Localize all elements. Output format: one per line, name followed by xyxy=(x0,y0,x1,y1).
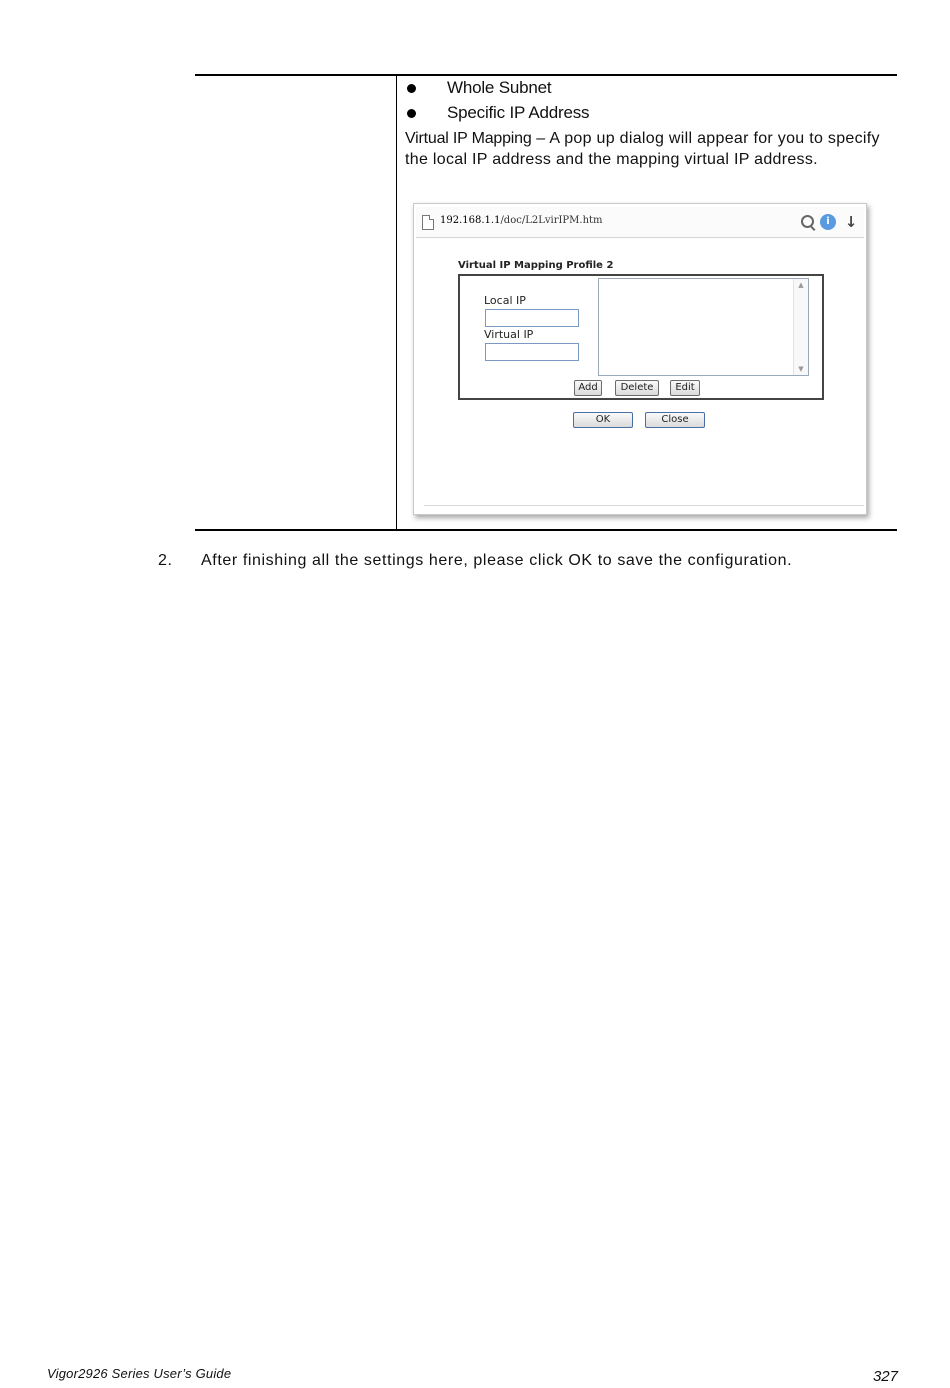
bullet-item-whole-subnet xyxy=(405,76,551,100)
mapping-profile-box xyxy=(458,274,824,400)
bullet-dot-icon xyxy=(407,109,416,118)
local-ip-label: Local IP xyxy=(484,294,526,307)
virtual-ip-input[interactable] xyxy=(485,343,579,361)
step-number: 2. xyxy=(158,552,173,569)
background-page-remnant xyxy=(424,505,864,512)
close-button[interactable]: Close xyxy=(645,412,705,428)
description-text: – A pop up dialog will appear for you to specify the local IP address and the mapping virtual IP address. xyxy=(405,130,880,168)
delete-button[interactable]: Delete xyxy=(615,380,659,396)
info-icon[interactable]: i xyxy=(820,214,836,230)
add-button[interactable]: Add xyxy=(574,380,602,396)
bullet-label: Whole Subnet xyxy=(447,78,552,97)
bullet-item-specific-ip xyxy=(405,101,589,125)
virtual-ip-mapping-description xyxy=(405,128,885,170)
zoom-icon[interactable] xyxy=(801,215,814,228)
edit-button[interactable]: Edit xyxy=(670,380,700,396)
bullet-dot-icon xyxy=(407,84,416,93)
ok-button[interactable]: OK xyxy=(573,412,633,428)
virtual-ip-mapping-popup xyxy=(413,203,867,515)
page-icon xyxy=(422,215,434,230)
footer-guide-title: Vigor2926 Series User’s Guide xyxy=(47,1366,232,1381)
virtual-ip-label: Virtual IP xyxy=(484,328,534,341)
scroll-down-icon[interactable]: ▼ xyxy=(798,365,804,373)
browser-address-bar[interactable] xyxy=(416,207,864,238)
scroll-up-icon[interactable]: ▲ xyxy=(798,281,804,289)
url-path: /doc/L2LvirIPM.htm xyxy=(500,215,603,226)
table-column-divider xyxy=(396,76,397,529)
step-text-before: After finishing all the settings here, please click xyxy=(201,552,569,569)
step-text-after: to save the configuration. xyxy=(592,552,793,569)
local-ip-input[interactable] xyxy=(485,309,579,327)
bullet-label: Specific IP Address xyxy=(447,103,590,122)
step-instruction xyxy=(158,552,792,570)
address-url[interactable] xyxy=(440,215,603,226)
mapping-list-box[interactable] xyxy=(598,278,809,376)
footer-page-number: 327 xyxy=(872,1368,898,1385)
list-scrollbar[interactable] xyxy=(793,279,808,375)
step-ok-word: OK xyxy=(568,552,593,569)
description-term: Virtual IP Mapping xyxy=(405,130,532,147)
download-arrow-icon[interactable]: ↓ xyxy=(844,213,858,231)
url-host: 192.168.1.1 xyxy=(440,215,501,226)
profile-title: Virtual IP Mapping Profile 2 xyxy=(458,260,614,271)
